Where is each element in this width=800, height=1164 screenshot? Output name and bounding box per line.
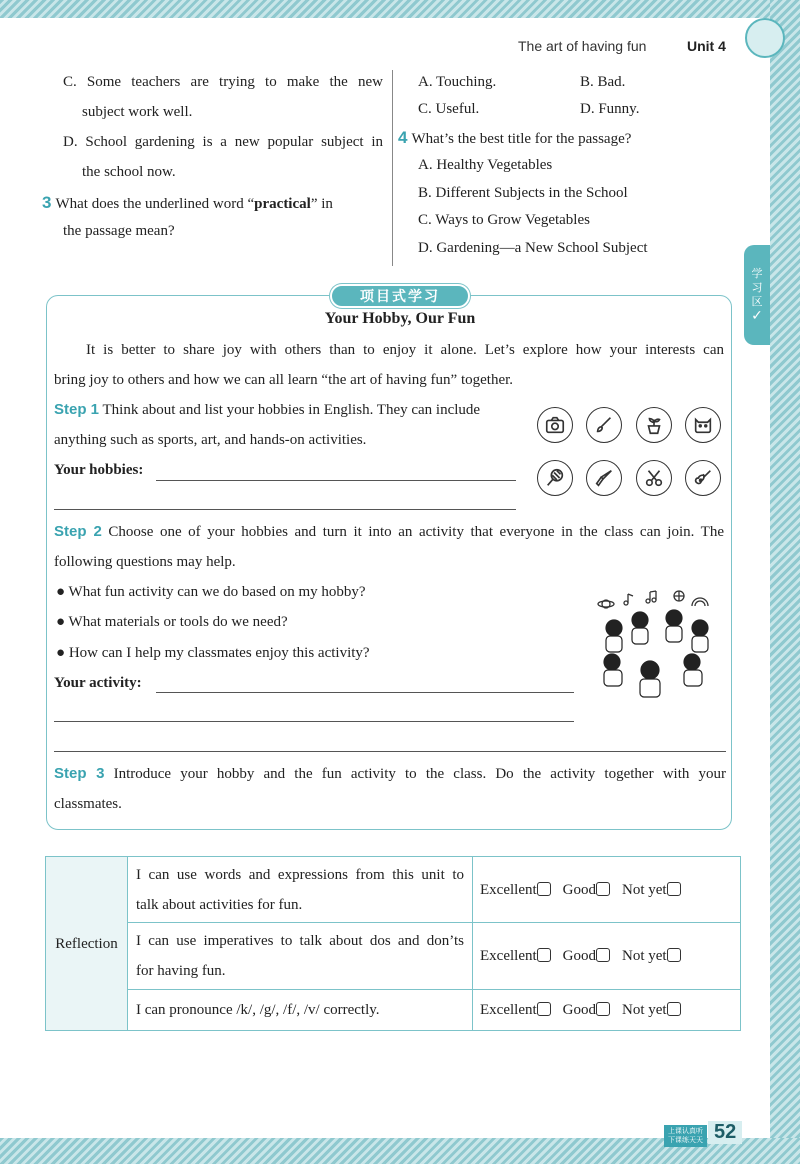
intro-line1: It is better to share joy with others than to enjoy it alone. Let’s explore how your interests can <box>86 342 724 358</box>
reflection-options-1 <box>473 857 741 923</box>
slogan-line1: 上课认真听 <box>668 1127 703 1135</box>
statement-3-line1: I can pronounce /k/, /g/, /f/, /v/ correctly. <box>136 1001 380 1018</box>
step3-text: Introduce your hobby and the fun activity to the class. Do the activity together with your <box>113 766 727 782</box>
q4-option-b: B. Different Subjects in the School <box>418 185 628 201</box>
statement-2-line2: for having fun. <box>136 963 226 980</box>
step1-line1 <box>54 395 480 425</box>
step1-label: Step 1 <box>54 401 100 418</box>
good-checkbox[interactable] <box>596 882 610 896</box>
reflection-statement-1 <box>128 857 473 923</box>
activity-answer-line-2[interactable] <box>54 721 574 722</box>
activity-label: Your activity: <box>54 675 142 691</box>
excellent-checkbox[interactable] <box>537 1002 551 1016</box>
excellent-checkbox[interactable] <box>537 882 551 896</box>
bullet-text-2: What materials or tools do we need? <box>68 614 288 630</box>
bullet-text-3: How can I help my classmates enjoy this activity? <box>68 645 370 661</box>
cat-face-icon <box>685 407 721 443</box>
step1-text: Think about and list your hobbies in English. They can include <box>102 402 481 418</box>
tab-char-2: 习 <box>751 281 763 294</box>
top-border-band <box>0 0 800 18</box>
option-good: Good <box>562 881 596 898</box>
reflection-options-2 <box>473 923 741 989</box>
badminton-racket-icon <box>537 460 573 496</box>
good-checkbox[interactable] <box>596 948 610 962</box>
q3-text-post: ” in <box>310 196 333 212</box>
scissors-icon <box>636 460 672 496</box>
hobbies-label: Your hobbies: <box>54 462 144 478</box>
option-a-touching: A. Touching. <box>418 74 497 90</box>
option-c-line1: C. Some teachers are trying to make the new <box>63 74 383 90</box>
option-not-yet: Not yet <box>621 948 667 965</box>
excellent-checkbox[interactable] <box>537 948 551 962</box>
q3-number: 3 <box>42 193 52 212</box>
children-circle-illustration <box>592 588 722 708</box>
slogan-line2: 下课练天天 <box>668 1136 703 1144</box>
q3-underlined-word: practical <box>254 196 311 212</box>
step3-line1 <box>54 759 726 789</box>
step2-text: Choose one of your hobbies and turn it into an activity that everyone in the class can join. The <box>108 524 724 540</box>
intro-line2: bring joy to others and how we can all learn “the art of having fun” together. <box>54 372 514 388</box>
q4-number: 4 <box>398 128 408 147</box>
option-good: Good <box>562 1001 596 1018</box>
hobbies-answer-line-1[interactable] <box>156 480 516 481</box>
option-c-useful: C. Useful. <box>418 101 480 117</box>
activity-answer-line-3[interactable] <box>54 751 726 752</box>
option-excellent: Excellent <box>480 881 537 898</box>
craft-knife-icon <box>586 460 622 496</box>
option-d-line1: D. School gardening is a new popular subject in <box>63 134 383 150</box>
option-not-yet: Not yet <box>621 881 667 898</box>
question-3 <box>42 188 383 219</box>
option-not-yet: Not yet <box>621 1001 667 1018</box>
potted-plant-icon <box>636 407 672 443</box>
q4-option-d: D. Gardening—a New School Subject <box>418 240 648 256</box>
not-yet-checkbox[interactable] <box>667 1002 681 1016</box>
column-divider <box>392 70 393 266</box>
statement-2-line1: I can use imperatives to talk about dos and don’ts <box>136 933 464 950</box>
good-checkbox[interactable] <box>596 1002 610 1016</box>
bullet-item: ● What materials or tools do we need? <box>56 614 288 630</box>
q3-line2: the passage mean? <box>63 223 175 239</box>
step3-line2: classmates. <box>54 796 122 812</box>
paintbrush-icon <box>586 407 622 443</box>
reflection-statement-2 <box>128 923 473 989</box>
checkmark-icon: ✓ <box>751 308 763 324</box>
option-excellent: Excellent <box>480 948 537 965</box>
step2-line2: following questions may help. <box>54 554 236 570</box>
option-excellent: Excellent <box>480 1001 537 1018</box>
header-unit: Unit 4 <box>687 38 726 54</box>
step3-label: Step 3 <box>54 765 105 782</box>
project-banner: 项目式学习 <box>330 284 470 308</box>
bullet-item: ● How can I help my classmates enjoy this activity? <box>56 645 370 661</box>
option-good: Good <box>562 948 596 965</box>
not-yet-checkbox[interactable] <box>667 882 681 896</box>
header-title: The art of having fun <box>518 38 647 54</box>
step2-label: Step 2 <box>54 523 102 540</box>
option-d-funny: D. Funny. <box>580 101 640 117</box>
option-b-bad: B. Bad. <box>580 74 626 90</box>
reflection-statement-3 <box>128 989 473 1030</box>
step1-line2: anything such as sports, art, and hands-on activities. <box>54 432 367 448</box>
mascot-icon <box>745 18 785 58</box>
q4-option-c: C. Ways to Grow Vegetables <box>418 212 590 228</box>
footer-slogan <box>664 1125 707 1147</box>
statement-1-line1: I can use words and expressions from this unit to <box>136 866 464 883</box>
study-area-tab <box>744 245 770 345</box>
right-border-band <box>770 0 800 1164</box>
bullet-text-1: What fun activity can we do based on my hobby? <box>68 584 366 600</box>
not-yet-checkbox[interactable] <box>667 948 681 962</box>
reflection-table <box>45 856 741 1031</box>
activity-answer-line-1[interactable] <box>156 692 574 693</box>
reflection-label: Reflection <box>46 857 128 1031</box>
q4-text: What’s the best title for the passage? <box>411 131 632 147</box>
guitar-icon <box>685 460 721 496</box>
page-number: 52 <box>708 1121 742 1144</box>
reflection-options-3 <box>473 989 741 1030</box>
option-d-line2: the school now. <box>82 164 176 180</box>
q3-text-pre: What does the underlined word “ <box>55 196 255 212</box>
camera-icon <box>537 407 573 443</box>
tab-char-1: 学 <box>751 267 763 280</box>
step2-line1 <box>54 517 724 547</box>
statement-1-line2: talk about activities for fun. <box>136 896 303 913</box>
q4-option-a: A. Healthy Vegetables <box>418 157 553 173</box>
project-title: Your Hobby, Our Fun <box>324 310 476 327</box>
hobbies-answer-line-2[interactable] <box>54 509 516 510</box>
bullet-item: ● What fun activity can we do based on my hobby? <box>56 584 366 600</box>
option-c-line2: subject work well. <box>82 104 193 120</box>
tab-char-3: 区 <box>751 295 763 308</box>
